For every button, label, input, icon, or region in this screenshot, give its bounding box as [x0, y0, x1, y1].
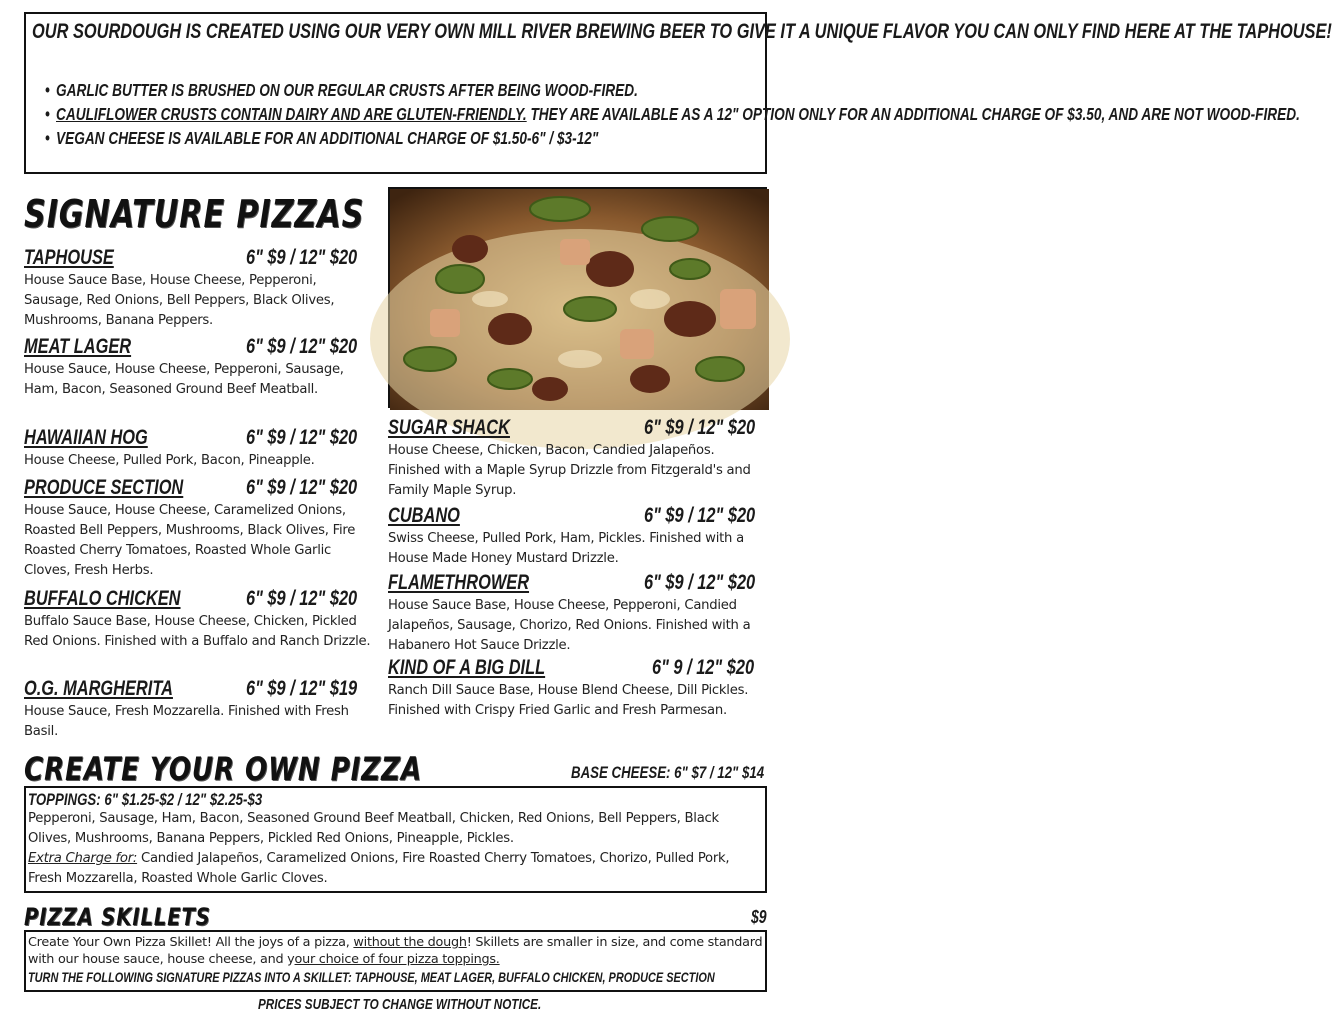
pizza-item-meat-lager	[24, 335, 376, 400]
pizza-item-cubano	[388, 504, 768, 569]
skillets-description	[28, 934, 763, 968]
pizza-item-buffalo-chicken	[24, 587, 376, 652]
pizza-description: Ranch Dill Sauce Base, House Blend Cheese, Dill Pickles. Finished with Crispy Fried Garlic and Fresh Parmesan.	[388, 683, 749, 718]
pizza-name: CUBANO	[388, 504, 460, 527]
pizza-item-taphouse	[24, 246, 376, 331]
skillets-text-underlined: without the dough	[353, 935, 467, 950]
pizza-description: House Sauce, House Cheese, Caramelized Onions, Roasted Bell Peppers, Mushrooms, Black Olives, Fire Roasted Cherry Tomatoes, Roasted Whole Garlic Cloves, Fresh Herbs.	[24, 503, 356, 578]
cyo-box	[24, 786, 767, 893]
pizza-photo	[388, 187, 767, 408]
pizza-name: KIND OF A BIG DILL	[388, 656, 546, 679]
toppings-heading: TOPPINGS: 6" $1.25-$2 / 12" $2.25-$3	[28, 790, 263, 809]
pizza-price: 6" $9 / 12" $20	[644, 416, 756, 439]
base-cheese-price: BASE CHEESE: 6" $7 / 12" $14	[571, 763, 765, 782]
notes-box	[24, 12, 1332, 174]
skillets-signature-note: TURN THE FOLLOWING SIGNATURE PIZZAS INTO A SKILLET: TAPHOUSE, MEAT LAGER, BUFFALO CHICKEN, PRODUCE SECTION	[28, 969, 715, 985]
skillets-text-underlined: our choice of four pizza toppings.	[294, 952, 500, 967]
pizza-price: 6" $9 / 12" $20	[246, 476, 358, 499]
pizza-name: TAPHOUSE	[24, 246, 114, 269]
pizza-name: PRODUCE SECTION	[24, 476, 184, 499]
pizza-item-kind-of-a-big-dill	[388, 656, 768, 721]
notes-list	[56, 78, 1300, 150]
pizza-price: 6" $9 / 12" $19	[246, 677, 358, 700]
pizza-description: House Sauce, Fresh Mozzarella. Finished with Fresh Basil.	[24, 704, 349, 739]
pizza-description: House Sauce Base, House Cheese, Pepperoni, Sausage, Red Onions, Bell Peppers, Black Olives, Mushrooms, Banana Peppers.	[24, 273, 335, 328]
note-item	[56, 78, 758, 102]
skillets-box	[24, 930, 767, 992]
extra-charge-items: Candied Jalapeños, Caramelized Onions, Fire Roasted Cherry Tomatoes, Chorizo, Pulled Pork, Fresh Mozzarella, Roasted Whole Garlic Cloves.	[28, 851, 730, 886]
pizza-description: Swiss Cheese, Pulled Pork, Ham, Pickles. Finished with a House Made Honey Mustard Drizzle.	[388, 531, 744, 566]
note-text: VEGAN CHEESE IS AVAILABLE FOR AN ADDITIONAL CHARGE OF $1.50-6" / $3-12"	[56, 128, 599, 148]
pizza-name: FLAMETHROWER	[388, 571, 530, 594]
pizza-name: MEAT LAGER	[24, 335, 132, 358]
skillets-title: PIZZA SKILLETS	[24, 903, 211, 931]
note-underlined-text: CAULIFLOWER CRUSTS CONTAIN DAIRY AND ARE GLUTEN-FRIENDLY.	[56, 104, 527, 124]
cyo-title: CREATE YOUR OWN PIZZA	[24, 750, 423, 788]
pizza-item-produce-section	[24, 476, 376, 581]
extra-charge-label: Extra Charge for:	[28, 851, 138, 866]
pizza-description: Buffalo Sauce Base, House Cheese, Chicken, Pickled Red Onions. Finished with a Buffalo and Ranch Drizzle.	[24, 614, 371, 649]
skillets-price: $9	[751, 907, 767, 927]
pizza-item-flamethrower	[388, 571, 768, 656]
pizza-price: 6" $9 / 12" $20	[644, 571, 756, 594]
extra-charge-line	[28, 849, 763, 889]
pizza-name: SUGAR SHACK	[388, 416, 510, 439]
notes-intro: OUR SOURDOUGH IS CREATED USING OUR VERY OWN MILL RIVER BREWING BEER TO GIVE IT A UNIQUE FLAVOR YOU CAN ONLY FIND HERE AT THE TAPHOUSE!	[32, 20, 1332, 43]
pizza-price: 6" 9 / 12" $20	[652, 656, 755, 679]
pizza-price: 6" $9 / 12" $20	[246, 335, 358, 358]
skillets-text: Create Your Own Pizza Skillet! All the joys of a pizza,	[28, 935, 354, 950]
pizza-name: O.G. MARGHERITA	[24, 677, 173, 700]
note-text: THEY ARE AVAILABLE AS A 12" OPTION ONLY FOR AN ADDITIONAL CHARGE OF $3.50, AND ARE NOT WOOD-FIRED.	[526, 104, 1300, 124]
pizza-name: HAWAIIAN HOG	[24, 426, 148, 449]
note-item	[56, 102, 1300, 126]
pizza-description: House Cheese, Pulled Pork, Bacon, Pineapple.	[24, 453, 315, 468]
note-text: GARLIC BUTTER IS BRUSHED ON OUR REGULAR CRUSTS AFTER BEING WOOD-FIRED.	[56, 80, 638, 100]
pizza-price: 6" $9 / 12" $20	[246, 426, 358, 449]
pizza-price: 6" $9 / 12" $20	[246, 246, 358, 269]
pizza-item-sugar-shack	[388, 416, 768, 501]
skillets-text: ! Skillets are smaller in size, and come standard with our house sauce, house cheese, and y	[28, 935, 763, 967]
price-disclaimer: PRICES SUBJECT TO CHANGE WITHOUT NOTICE.	[258, 996, 542, 1013]
note-item	[56, 126, 758, 150]
pizza-item-hawaiian-hog	[24, 426, 376, 471]
pizza-description: House Cheese, Chicken, Bacon, Candied Jalapeños. Finished with a Maple Syrup Drizzle from Fitzgerald's and Family Maple Syrup.	[388, 443, 751, 498]
pizza-price: 6" $9 / 12" $20	[246, 587, 358, 610]
pizza-description: House Sauce, House Cheese, Pepperoni, Sausage, Ham, Bacon, Seasoned Ground Beef Meatball.	[24, 362, 344, 397]
pizza-item-og-margherita	[24, 677, 376, 742]
pizza-price: 6" $9 / 12" $20	[644, 504, 756, 527]
pizza-name: BUFFALO CHICKEN	[24, 587, 181, 610]
signature-title: SIGNATURE PIZZAS	[24, 192, 365, 236]
toppings-list: Pepperoni, Sausage, Ham, Bacon, Seasoned Ground Beef Meatball, Chicken, Red Onions, Bell Peppers, Black Olives, Mushrooms, Banana Peppers, Pickled Red Onions, Pineapple, Pickles.	[28, 811, 719, 846]
pizza-description: House Sauce Base, House Cheese, Pepperoni, Candied Jalapeños, Sausage, Chorizo, Red Onions. Finished with a Habanero Hot Sauce Drizzle.	[388, 598, 751, 653]
